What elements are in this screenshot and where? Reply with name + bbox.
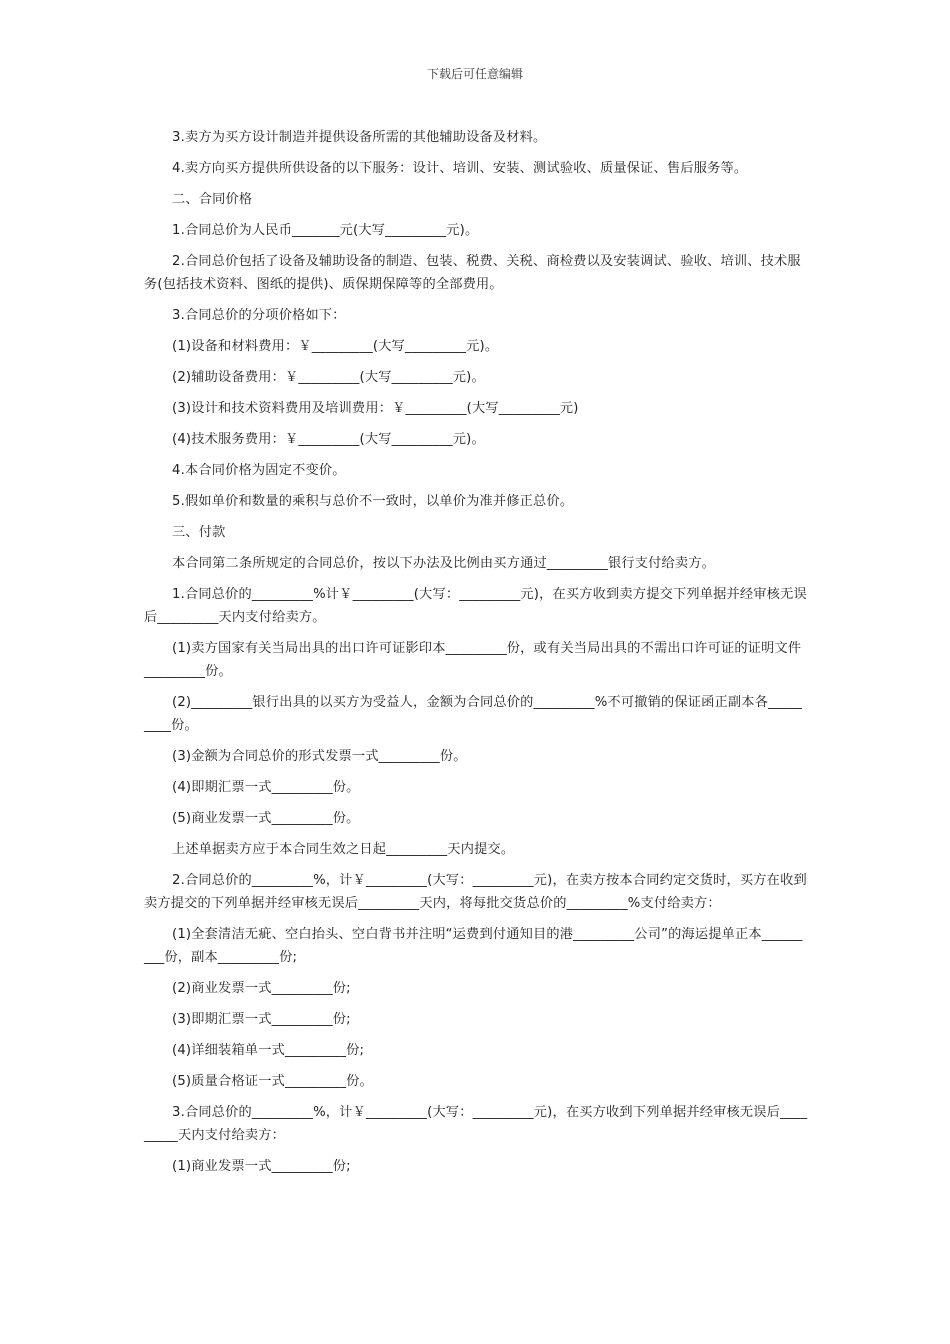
payment-2-doc-5: (5)质量合格证一式_________份。 — [172, 1074, 373, 1089]
payment-1-doc-3: (3)金额为合同总价的形式发票一式_________份。 — [172, 749, 467, 764]
payment-clause-1: 1.合同总价的_________%计￥_________(大写：_________元)，在买方收到卖方提交下列单据并经审核无误后_________天内支付给卖方。 — [144, 587, 807, 625]
price-clause-2-inclusions: 2.合同总价包括了设备及辅助设备的制造、包装、税费、关税、商检费以及安装调试、验收、培训、技术服务(包括技术资料、图纸的提供)、质保期保障等的全部费用。 — [144, 254, 801, 292]
payment-2-doc-3: (3)即期汇票一式_________份; — [172, 1012, 351, 1027]
payment-1-submission: 上述单据卖方应于本合同生效之日起_________天内提交。 — [172, 842, 515, 857]
document-body — [144, 126, 808, 1186]
section-heading-contract-price: 二、合同价格 — [172, 192, 253, 207]
clause-3-auxiliary-equipment: 3.卖方为买方设计制造并提供设备所需的其他辅助设备及材料。 — [172, 130, 547, 145]
payment-2-doc-2: (2)商业发票一式_________份; — [172, 981, 351, 996]
clause-4-services: 4.卖方向买方提供所供设备的以下服务：设计、培训、安装、测试验收、质量保证、售后服务等。 — [172, 161, 748, 176]
payment-1-doc-1: (1)卖方国家有关当局出具的出口许可证影印本_________份，或有关当局出具的不需出口许可证的证明文件_________份。 — [144, 641, 802, 679]
payment-1-doc-4: (4)即期汇票一式_________份。 — [172, 780, 360, 795]
price-clause-4-fixed: 4.本合同价格为固定不变价。 — [172, 463, 346, 478]
breakdown-item-3: (3)设计和技术资料费用及培训费用：￥_________(大写_________元) — [172, 401, 579, 416]
page-header: 下载后可任意编辑 — [426, 67, 523, 81]
payment-1-doc-2: (2)_________银行出具的以买方为受益人，金额为合同总价的_________%不可撤销的保证函正副本各_________份。 — [144, 695, 803, 733]
section-heading-payment: 三、付款 — [172, 525, 226, 540]
payment-2-doc-1: (1)全套清洁无疵、空白抬头、空白背书并注明“运费到付通知目的港_________公司”的海运提单正本_________份，副本_________份; — [144, 927, 803, 965]
breakdown-item-2: (2)辅助设备费用：￥_________(大写_________元)。 — [172, 370, 485, 385]
payment-3-doc-1: (1)商业发票一式_________份; — [172, 1159, 351, 1174]
payment-clause-3: 3.合同总价的_________%，计￥_________(大写：_________元)，在买方收到下列单据并经审核无误后_________天内支付给卖方： — [144, 1105, 808, 1143]
breakdown-item-1: (1)设备和材料费用：￥_________(大写_________元)。 — [172, 339, 499, 354]
payment-2-doc-4: (4)详细装箱单一式_________份; — [172, 1043, 365, 1058]
price-clause-5-correction: 5.假如单价和数量的乘积与总价不一致时，以单价为准并修正总价。 — [172, 494, 574, 509]
price-clause-1-total: 1.合同总价为人民币_______元(大写_________元)。 — [172, 223, 479, 238]
payment-1-doc-5: (5)商业发票一式_________份。 — [172, 811, 360, 826]
payment-intro: 本合同第二条所规定的合同总价，按以下办法及比例由买方通过_________银行支付给卖方。 — [172, 556, 716, 571]
price-clause-3-breakdown: 3.合同总价的分项价格如下： — [172, 308, 346, 323]
payment-clause-2: 2.合同总价的_________%，计￥_________(大写：_________元)，在卖方按本合同约定交货时，买方在收到卖方提交的下列单据并经审核无误后_________天内，将每批交货总价的_________%支付给卖方： — [144, 873, 807, 911]
breakdown-item-4: (4)技术服务费用：￥_________(大写_________元)。 — [172, 432, 485, 447]
